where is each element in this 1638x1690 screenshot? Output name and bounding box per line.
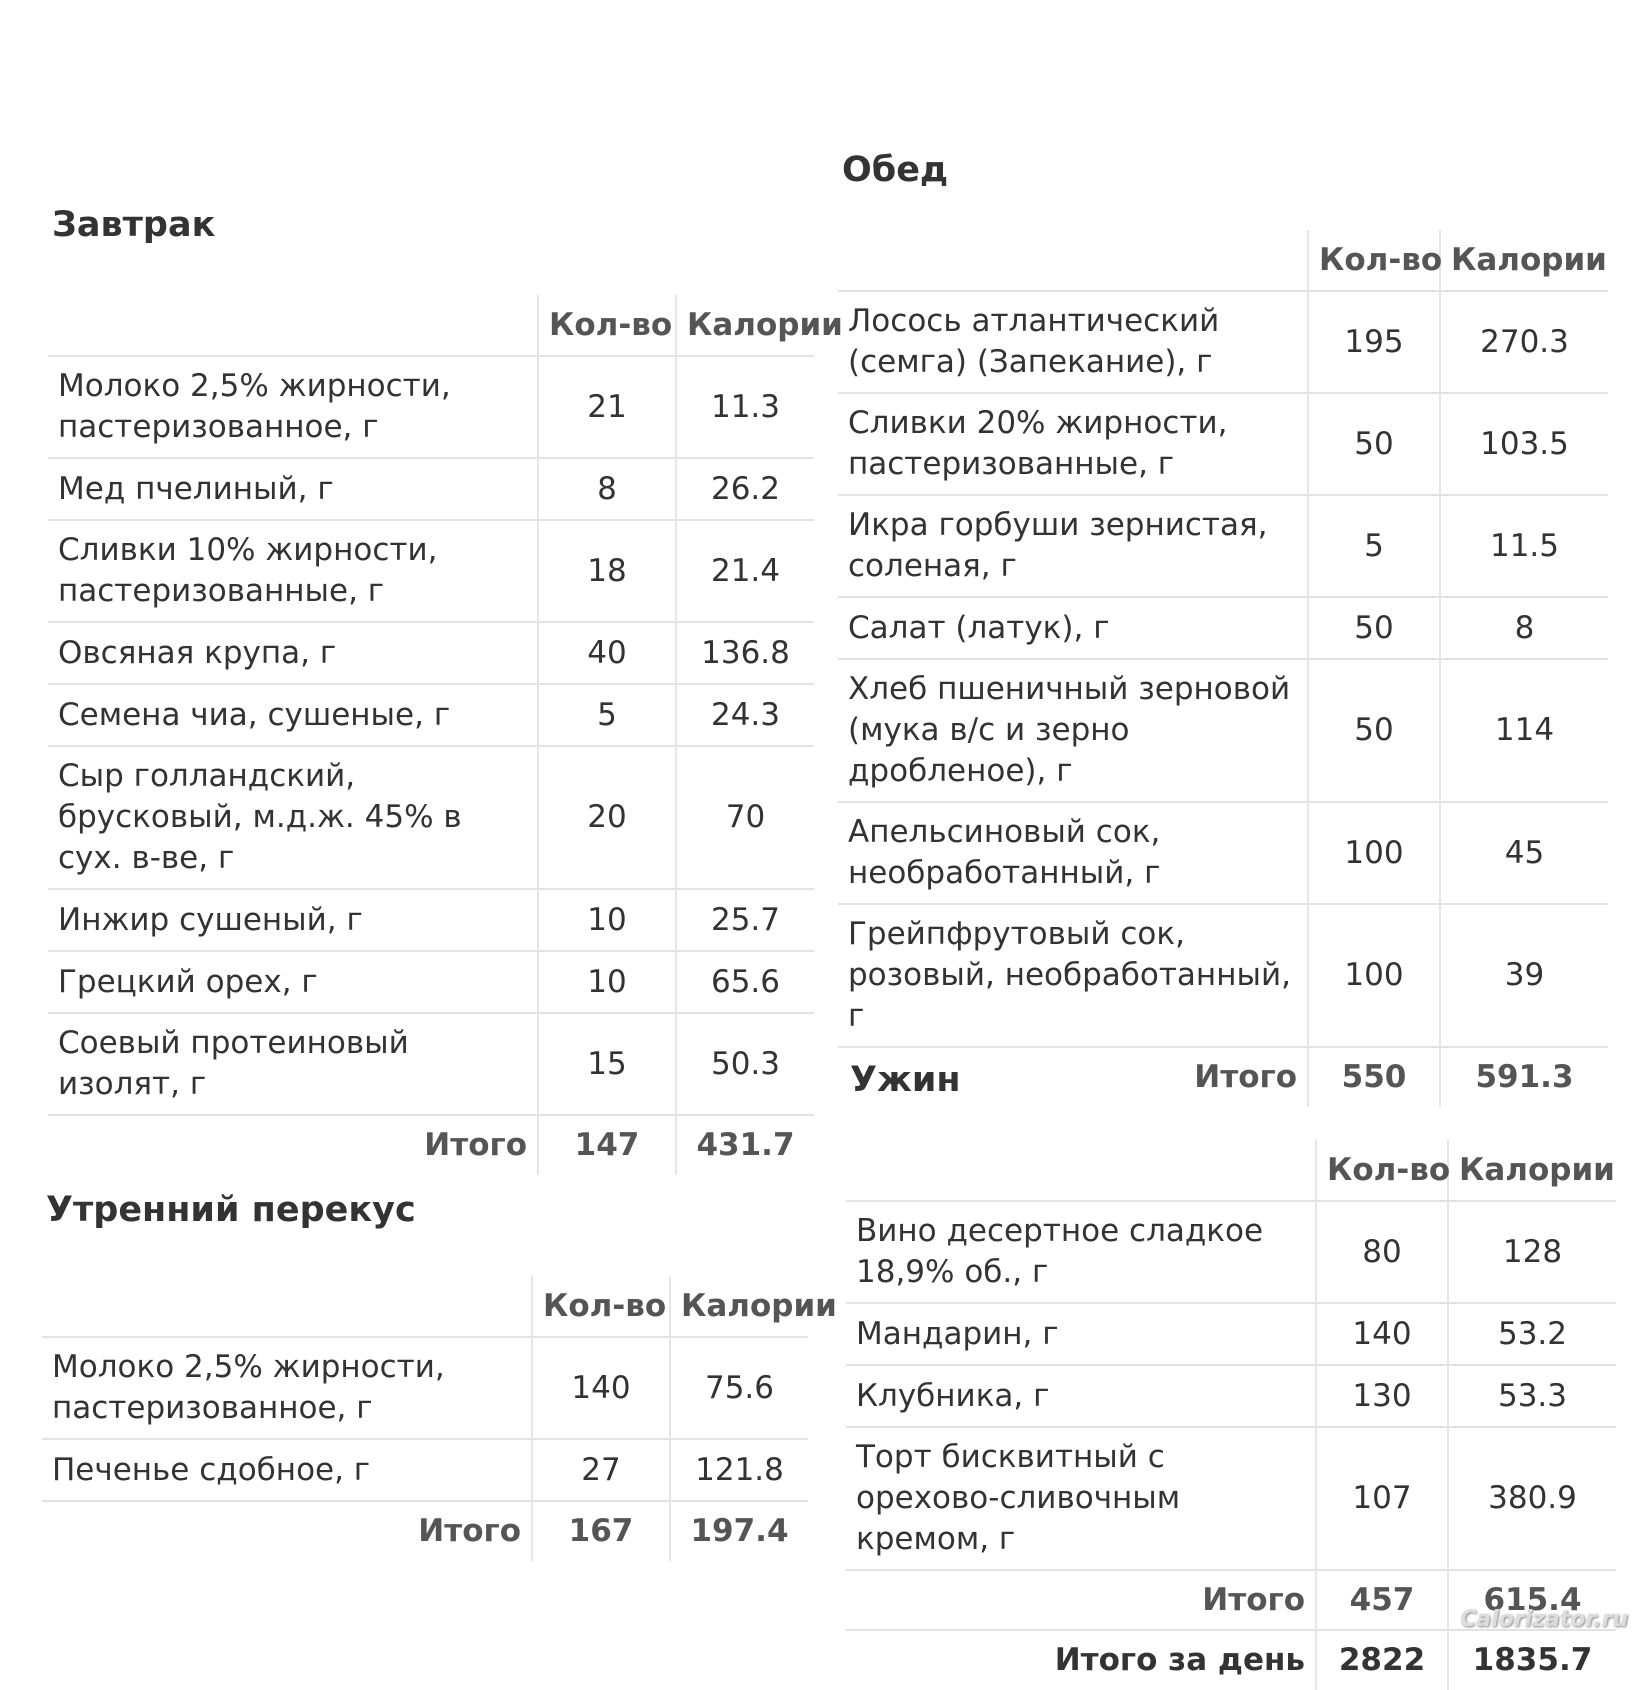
table-row [42, 1439, 808, 1501]
day-total-calories: 1835.7 [1448, 1630, 1616, 1690]
food-calories: 39 [1440, 904, 1608, 1047]
table-row [838, 393, 1608, 495]
food-name: Сыр голландский, брусковый, м.д.ж. 45% в сух. в-ве, г [48, 746, 538, 889]
food-qty: 195 [1308, 291, 1440, 393]
table-row [838, 904, 1608, 1047]
food-name: Сливки 20% жирности, пастеризованные, г [838, 393, 1308, 495]
table-row [48, 951, 814, 1013]
food-calories: 65.6 [676, 951, 814, 1013]
day-total-label: Итого за день [846, 1630, 1316, 1690]
food-calories: 114 [1440, 659, 1608, 802]
meal-title: Утренний перекус [46, 1190, 416, 1230]
table-row [48, 1013, 814, 1115]
food-qty: 10 [538, 951, 676, 1013]
food-qty: 8 [538, 458, 676, 520]
table-row [42, 1337, 808, 1439]
food-qty: 140 [1316, 1303, 1448, 1365]
food-qty: 130 [1316, 1365, 1448, 1427]
food-calories: 103.5 [1440, 393, 1608, 495]
table-row [846, 1365, 1616, 1427]
total-label: Итого [48, 1115, 538, 1175]
food-calories: 53.2 [1448, 1303, 1616, 1365]
total-qty: 167 [532, 1501, 670, 1561]
food-calories: 11.3 [676, 356, 814, 458]
food-calories: 136.8 [676, 622, 814, 684]
header-qty: Кол-во [532, 1276, 670, 1337]
food-calories: 270.3 [1440, 291, 1608, 393]
table-header [838, 230, 1608, 291]
food-name: Мандарин, г [846, 1303, 1316, 1365]
food-calories: 45 [1440, 802, 1608, 904]
table-row [838, 291, 1608, 393]
total-row [48, 1115, 814, 1175]
table-row [48, 458, 814, 520]
food-name: Хлеб пшеничный зерновой (мука в/с и зерно дробленое), г [838, 659, 1308, 802]
total-qty: 550 [1308, 1047, 1440, 1107]
meal-table [42, 1276, 837, 1561]
food-name: Соевый протеиновый изолят, г [48, 1013, 538, 1115]
food-qty: 100 [1308, 904, 1440, 1047]
table-header [846, 1140, 1616, 1201]
food-qty: 80 [1316, 1201, 1448, 1303]
table-header [48, 295, 814, 356]
meal-title: Завтрак [52, 205, 216, 245]
food-calories: 21.4 [676, 520, 814, 622]
food-name: Апельсиновый сок, необработанный, г [838, 802, 1308, 904]
food-calories: 128 [1448, 1201, 1616, 1303]
table-row [48, 622, 814, 684]
food-calories: 8 [1440, 597, 1608, 659]
table-row [48, 889, 814, 951]
food-name: Семена чиа, сушеные, г [48, 684, 538, 746]
food-qty: 5 [538, 684, 676, 746]
food-name: Грейпфрутовый сок, розовый, необработанный, г [838, 904, 1308, 1047]
food-name: Икра горбуши зернистая, соленая, г [838, 495, 1308, 597]
food-calories: 75.6 [670, 1337, 808, 1439]
food-qty: 50 [1308, 597, 1440, 659]
table-row [838, 659, 1608, 802]
food-qty: 40 [538, 622, 676, 684]
header-qty: Кол-во [1308, 230, 1440, 291]
food-calories: 25.7 [676, 889, 814, 951]
food-name: Сливки 10% жирности, пастеризованные, г [48, 520, 538, 622]
header-calories: Калории [1440, 230, 1608, 291]
meal-title: Обед [842, 150, 949, 190]
food-name: Вино десертное сладкое 18,9% об., г [846, 1201, 1316, 1303]
watermark-logo: Calorizator.ru [1460, 1607, 1628, 1632]
food-name: Молоко 2,5% жирности, пастеризованное, г [42, 1337, 532, 1439]
food-qty: 15 [538, 1013, 676, 1115]
table-row [48, 356, 814, 458]
table-header [42, 1276, 808, 1337]
food-name: Овсяная крупа, г [48, 622, 538, 684]
table-row [846, 1201, 1616, 1303]
food-qty: 100 [1308, 802, 1440, 904]
total-calories: 197.4 [670, 1501, 808, 1561]
table-row [48, 520, 814, 622]
table-row [838, 802, 1608, 904]
food-name: Торт бисквитный с орехово-сливочным кремом, г [846, 1427, 1316, 1570]
table-row [846, 1303, 1616, 1365]
meal-table [838, 230, 1608, 1107]
food-calories: 11.5 [1440, 495, 1608, 597]
food-name: Грецкий орех, г [48, 951, 538, 1013]
total-row [42, 1501, 808, 1561]
food-qty: 10 [538, 889, 676, 951]
food-qty: 50 [1308, 659, 1440, 802]
food-qty: 5 [1308, 495, 1440, 597]
food-calories: 26.2 [676, 458, 814, 520]
table-row [846, 1427, 1616, 1570]
total-calories: 431.7 [676, 1115, 814, 1175]
total-label: Итого [846, 1570, 1316, 1630]
header-calories: Калории [676, 295, 814, 356]
header-qty: Кол-во [538, 295, 676, 356]
total-calories: 615.4 [1448, 1570, 1616, 1630]
table-row [48, 746, 814, 889]
table-row [48, 684, 814, 746]
food-name: Клубника, г [846, 1365, 1316, 1427]
food-qty: 140 [532, 1337, 670, 1439]
header-qty: Кол-во [1316, 1140, 1448, 1201]
table-row [838, 495, 1608, 597]
total-label: Итого [42, 1501, 532, 1561]
day-total-row [846, 1630, 1616, 1690]
food-name: Молоко 2,5% жирности, пастеризованное, г [48, 356, 538, 458]
food-qty: 21 [538, 356, 676, 458]
food-name: Мед пчелиный, г [48, 458, 538, 520]
food-calories: 380.9 [1448, 1427, 1616, 1570]
meal-title: Ужин [850, 1060, 961, 1100]
meal-table [48, 295, 843, 1175]
food-qty: 27 [532, 1439, 670, 1501]
food-name: Лосось атлантический (семга) (Запекание), г [838, 291, 1308, 393]
table-row [838, 597, 1608, 659]
total-qty: 147 [538, 1115, 676, 1175]
food-calories: 121.8 [670, 1439, 808, 1501]
food-name: Печенье сдобное, г [42, 1439, 532, 1501]
food-qty: 50 [1308, 393, 1440, 495]
header-calories: Калории [670, 1276, 808, 1337]
food-calories: 70 [676, 746, 814, 889]
food-qty: 20 [538, 746, 676, 889]
total-calories: 591.3 [1440, 1047, 1608, 1107]
header-calories: Калории [1448, 1140, 1616, 1201]
total-qty: 457 [1316, 1570, 1448, 1630]
day-total-qty: 2822 [1316, 1630, 1448, 1690]
food-calories: 53.3 [1448, 1365, 1616, 1427]
food-qty: 107 [1316, 1427, 1448, 1570]
food-name: Салат (латук), г [838, 597, 1308, 659]
food-qty: 18 [538, 520, 676, 622]
food-calories: 24.3 [676, 684, 814, 746]
food-calories: 50.3 [676, 1013, 814, 1115]
total-label: Итого [838, 1047, 1308, 1107]
food-name: Инжир сушеный, г [48, 889, 538, 951]
